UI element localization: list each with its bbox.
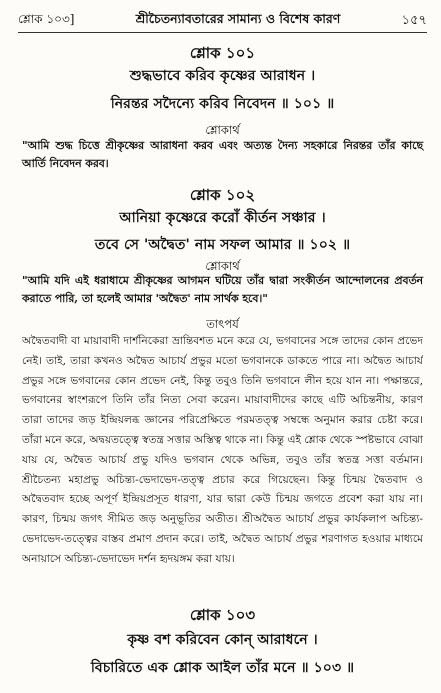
purport-label: তাৎপর্য xyxy=(206,317,239,331)
verse-102-meaning: "আমি যদি এই ধরাধামে শ্রীকৃষ্ণের আগমন ঘটিয়ে তাঁর দ্বারা সংকীর্তন আন্দোলনের প্রবর্তন করাতে পারি, তা হলেই আমার 'অদ্বৈত' নাম সার্থক হবে।" xyxy=(22,274,423,305)
page-number: ১৫৭ xyxy=(401,12,427,28)
verse-101-line-1: শুদ্ধভাবে করিব কৃষ্ণের আরাধন । xyxy=(129,68,316,84)
running-header xyxy=(18,10,427,33)
verse-101-meaning-label: শ্লোকার্থ xyxy=(205,123,240,137)
verse-102-line-1: আনিয়া কৃষ্ণেরে করোঁ কীর্তন সঞ্চার । xyxy=(119,210,326,226)
verse-102-line-2: তবে সে 'অদ্বৈত' নাম সফল আমার ॥ ১০২ ॥ xyxy=(94,237,351,253)
header-verse-ref: শ্লোক ১০৩] xyxy=(18,12,75,26)
verse-101-title: শ্লোক ১০১ xyxy=(189,44,256,62)
verse-101-meaning: "আমি শুদ্ধ চিত্তে শ্রীকৃষ্ণের আরাধনা করব এবং অত্যন্ত দৈন্য সহকারে নিরন্তর তাঁর কাছে আর্তি নিবেদন করব। xyxy=(22,139,423,170)
verse-102-meaning-label: শ্লোকার্থ xyxy=(205,259,240,273)
verse-103-line-2: বিচারিতে এক শ্লোক আইল তাঁর মনে ॥ ১০৩ ॥ xyxy=(90,660,355,676)
verse-103-line-1: কৃষ্ণ বশ করিবেন কোন্ আরাধনে । xyxy=(127,632,318,648)
verse-101-line-2: নিরন্তর সদৈন্যে করিব নিবেদন ॥ ১০১ ॥ xyxy=(110,96,335,112)
verse-103-title: শ্লোক ১০৩ xyxy=(189,606,256,624)
verse-102-title: শ্লোক ১০২ xyxy=(189,186,256,204)
purport-text: অদ্বৈতবাদী বা মায়াবাদী দার্শনিকেরা ভ্রান্তিবশত মনে করে যে, ভগবানের সঙ্গে তাদের কোন প্রভেদ নেই। তাই, তারা কখনও অদ্বৈত আচার্য প্রভুর মতো ভগবানকে ডাকতে পারে না। অদ্বৈত আচার্য প্রভুর সঙ্গে ভগবানের কোন প্রভেদ নেই, কিন্তু তবুও তিনি ভগবানে লীন হয়ে যান না। পক্ষান্তরে, ভগবানের স্বাংশরূপে তিনি তাঁর নিত্য সেবা করেন। মায়াবাদীদের কাছে এটি অচিন্তনীয়, কারণ তারা তাদের জড় ইন্দ্রিয়লব্ধ জ্ঞানের পরিপ্রেক্ষিতে পরমতত্ত্ব সম্বন্ধে অনুমান করার চেষ্টা করে। তাঁরা মনে করে, অদ্বয়তত্ত্বে স্বতন্ত্র সত্তার অস্তিত্ব থাকে না। কিন্তু এই শ্লোক থেকে স্পষ্টভাবে বোঝা যায় যে, অদ্বৈত আচার্য প্রভু যদিও ভগবান থেকে অভিন্ন, তবুও তাঁর স্বতন্ত্র সত্তা বর্তমান। শ্রীচৈতন্য মহাপ্রভু অচিন্ত্য-ভেদাভেদ-তত্ত্ব প্রচার করে গিয়েছেন। কিন্তু চিন্ময় দ্বৈতবাদ ও অদ্বৈতবাদ হচ্ছে অপূর্ণ ইন্দ্রিয়প্রসূত ধারণা, যার দ্বারা কেউ চিন্ময় জগতে প্রবেশ করা যায় না। কারণ, চিন্ময় জগৎ সীমিত জড় অনুভূতির অতীত। শ্রীঅদ্বৈত আচার্য প্রভুর কার্যকলাপ অচিন্ত্য-ভেদাভেদ-তত্ত্বের বাস্তব প্রমাণ প্রদান করে। তাই, অদ্বৈত আচার্য প্রভুর শরণাগত হওয়ার মাধ্যমে অনায়াসে অচিন্ত্য-ভেদাভেদ দর্শন হৃদয়ঙ্গম করা যায়। xyxy=(22,335,423,565)
header-chapter-title: শ্রীচৈতন্যাবতারের সামান্য ও বিশেষ কারণ xyxy=(135,11,341,26)
